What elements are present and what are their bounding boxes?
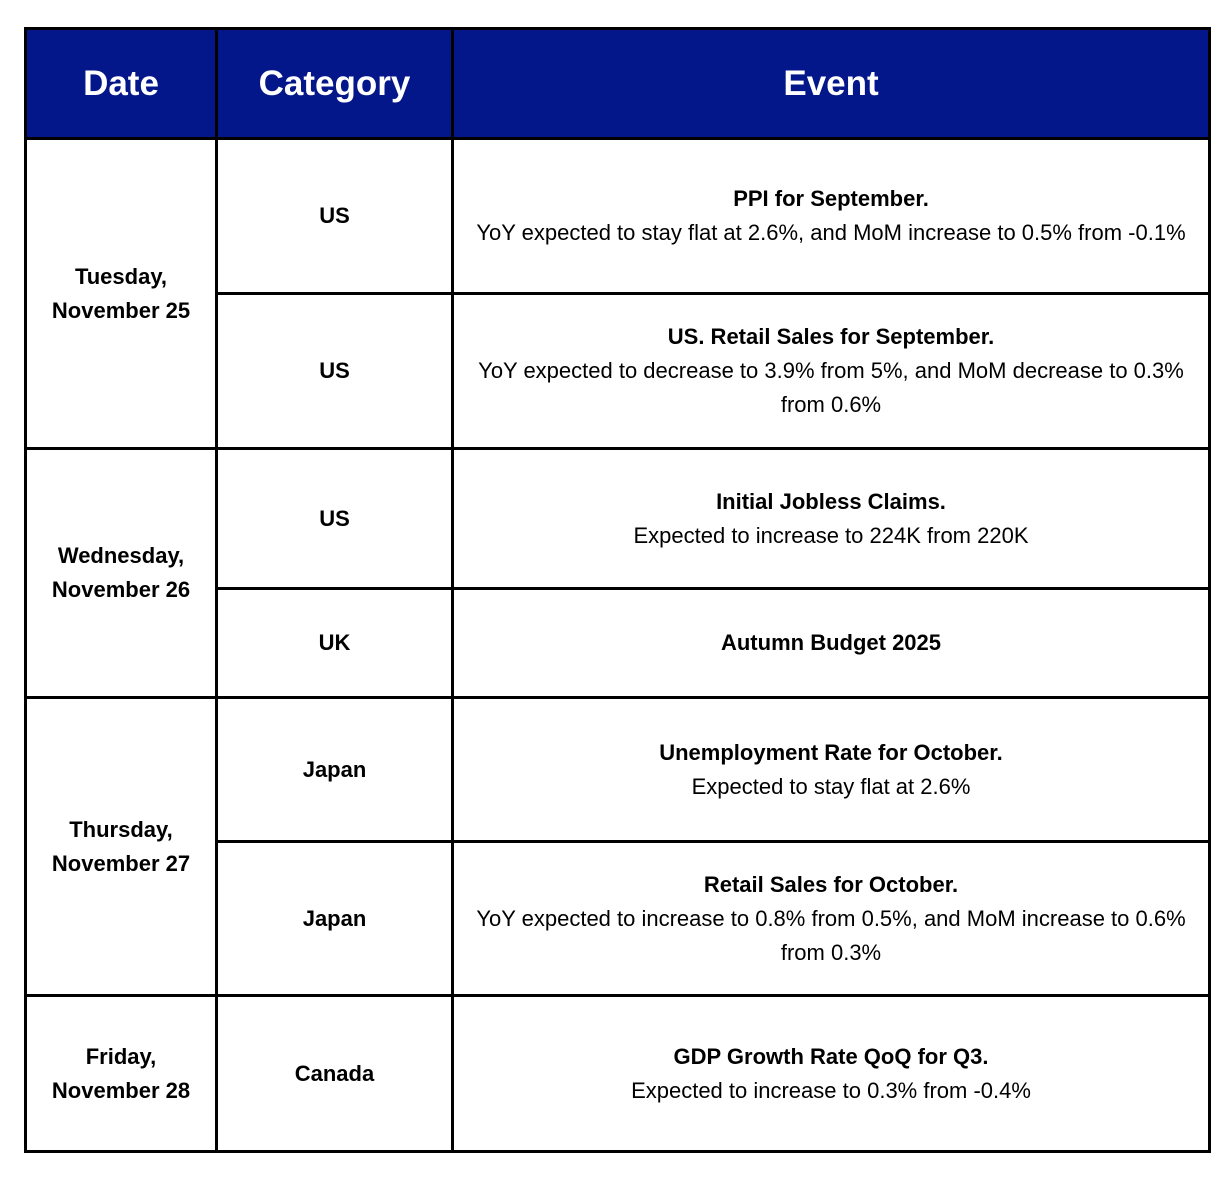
date-cell-friday: Friday, November 28 [26,996,217,1152]
event-title: Initial Jobless Claims. [716,488,946,514]
table-row [26,139,1210,294]
event-cell [453,589,1210,698]
table-row [26,698,1210,842]
event-cell [453,698,1210,842]
table-row [26,996,1210,1152]
event-cell [453,842,1210,996]
event-cell [453,139,1210,294]
header-date: Date [26,29,217,139]
event-title: PPI for September. [733,186,929,211]
category-cell: Japan [217,842,453,996]
event-description: Expected to stay flat at 2.6% [691,773,971,799]
event-title: Retail Sales for October. [703,871,959,897]
event-description: YoY expected to increase to 0.8% from 0.5%, and MoM increase to 0.6% from 0.3% [476,905,1186,965]
event-description: YoY expected to decrease to 3.9% from 5%, and MoM decrease to 0.3% from 0.6% [478,358,1184,417]
table-row [26,449,1210,589]
event-cell [453,294,1210,449]
category-cell: UK [217,589,453,698]
event-title: Unemployment Rate for October. [659,739,1003,765]
event-title: US. Retail Sales for September. [667,324,995,349]
header-event: Event [453,29,1210,139]
event-cell [453,449,1210,589]
category-cell: US [217,294,453,449]
event-cell [453,996,1210,1152]
category-cell: US [217,449,453,589]
event-description: Expected to increase to 224K from 220K [633,522,1029,548]
header-category: Category [217,29,453,139]
category-cell: Japan [217,698,453,842]
event-title: GDP Growth Rate QoQ for Q3. [673,1043,989,1069]
economic-calendar-table [24,27,1211,1153]
event-description: YoY expected to stay flat at 2.6%, and MoM increase to 0.5% from -0.1% [476,220,1186,245]
category-cell: Canada [217,996,453,1152]
table-header-row [26,29,1210,139]
category-cell: US [217,139,453,294]
event-title: Autumn Budget 2025 [720,630,942,655]
date-cell-tuesday: Tuesday, November 25 [26,139,217,449]
date-cell-thursday: Thursday, November 27 [26,698,217,996]
event-description: Expected to increase to 0.3% from -0.4% [631,1077,1031,1103]
date-cell-wednesday: Wednesday, November 26 [26,449,217,698]
